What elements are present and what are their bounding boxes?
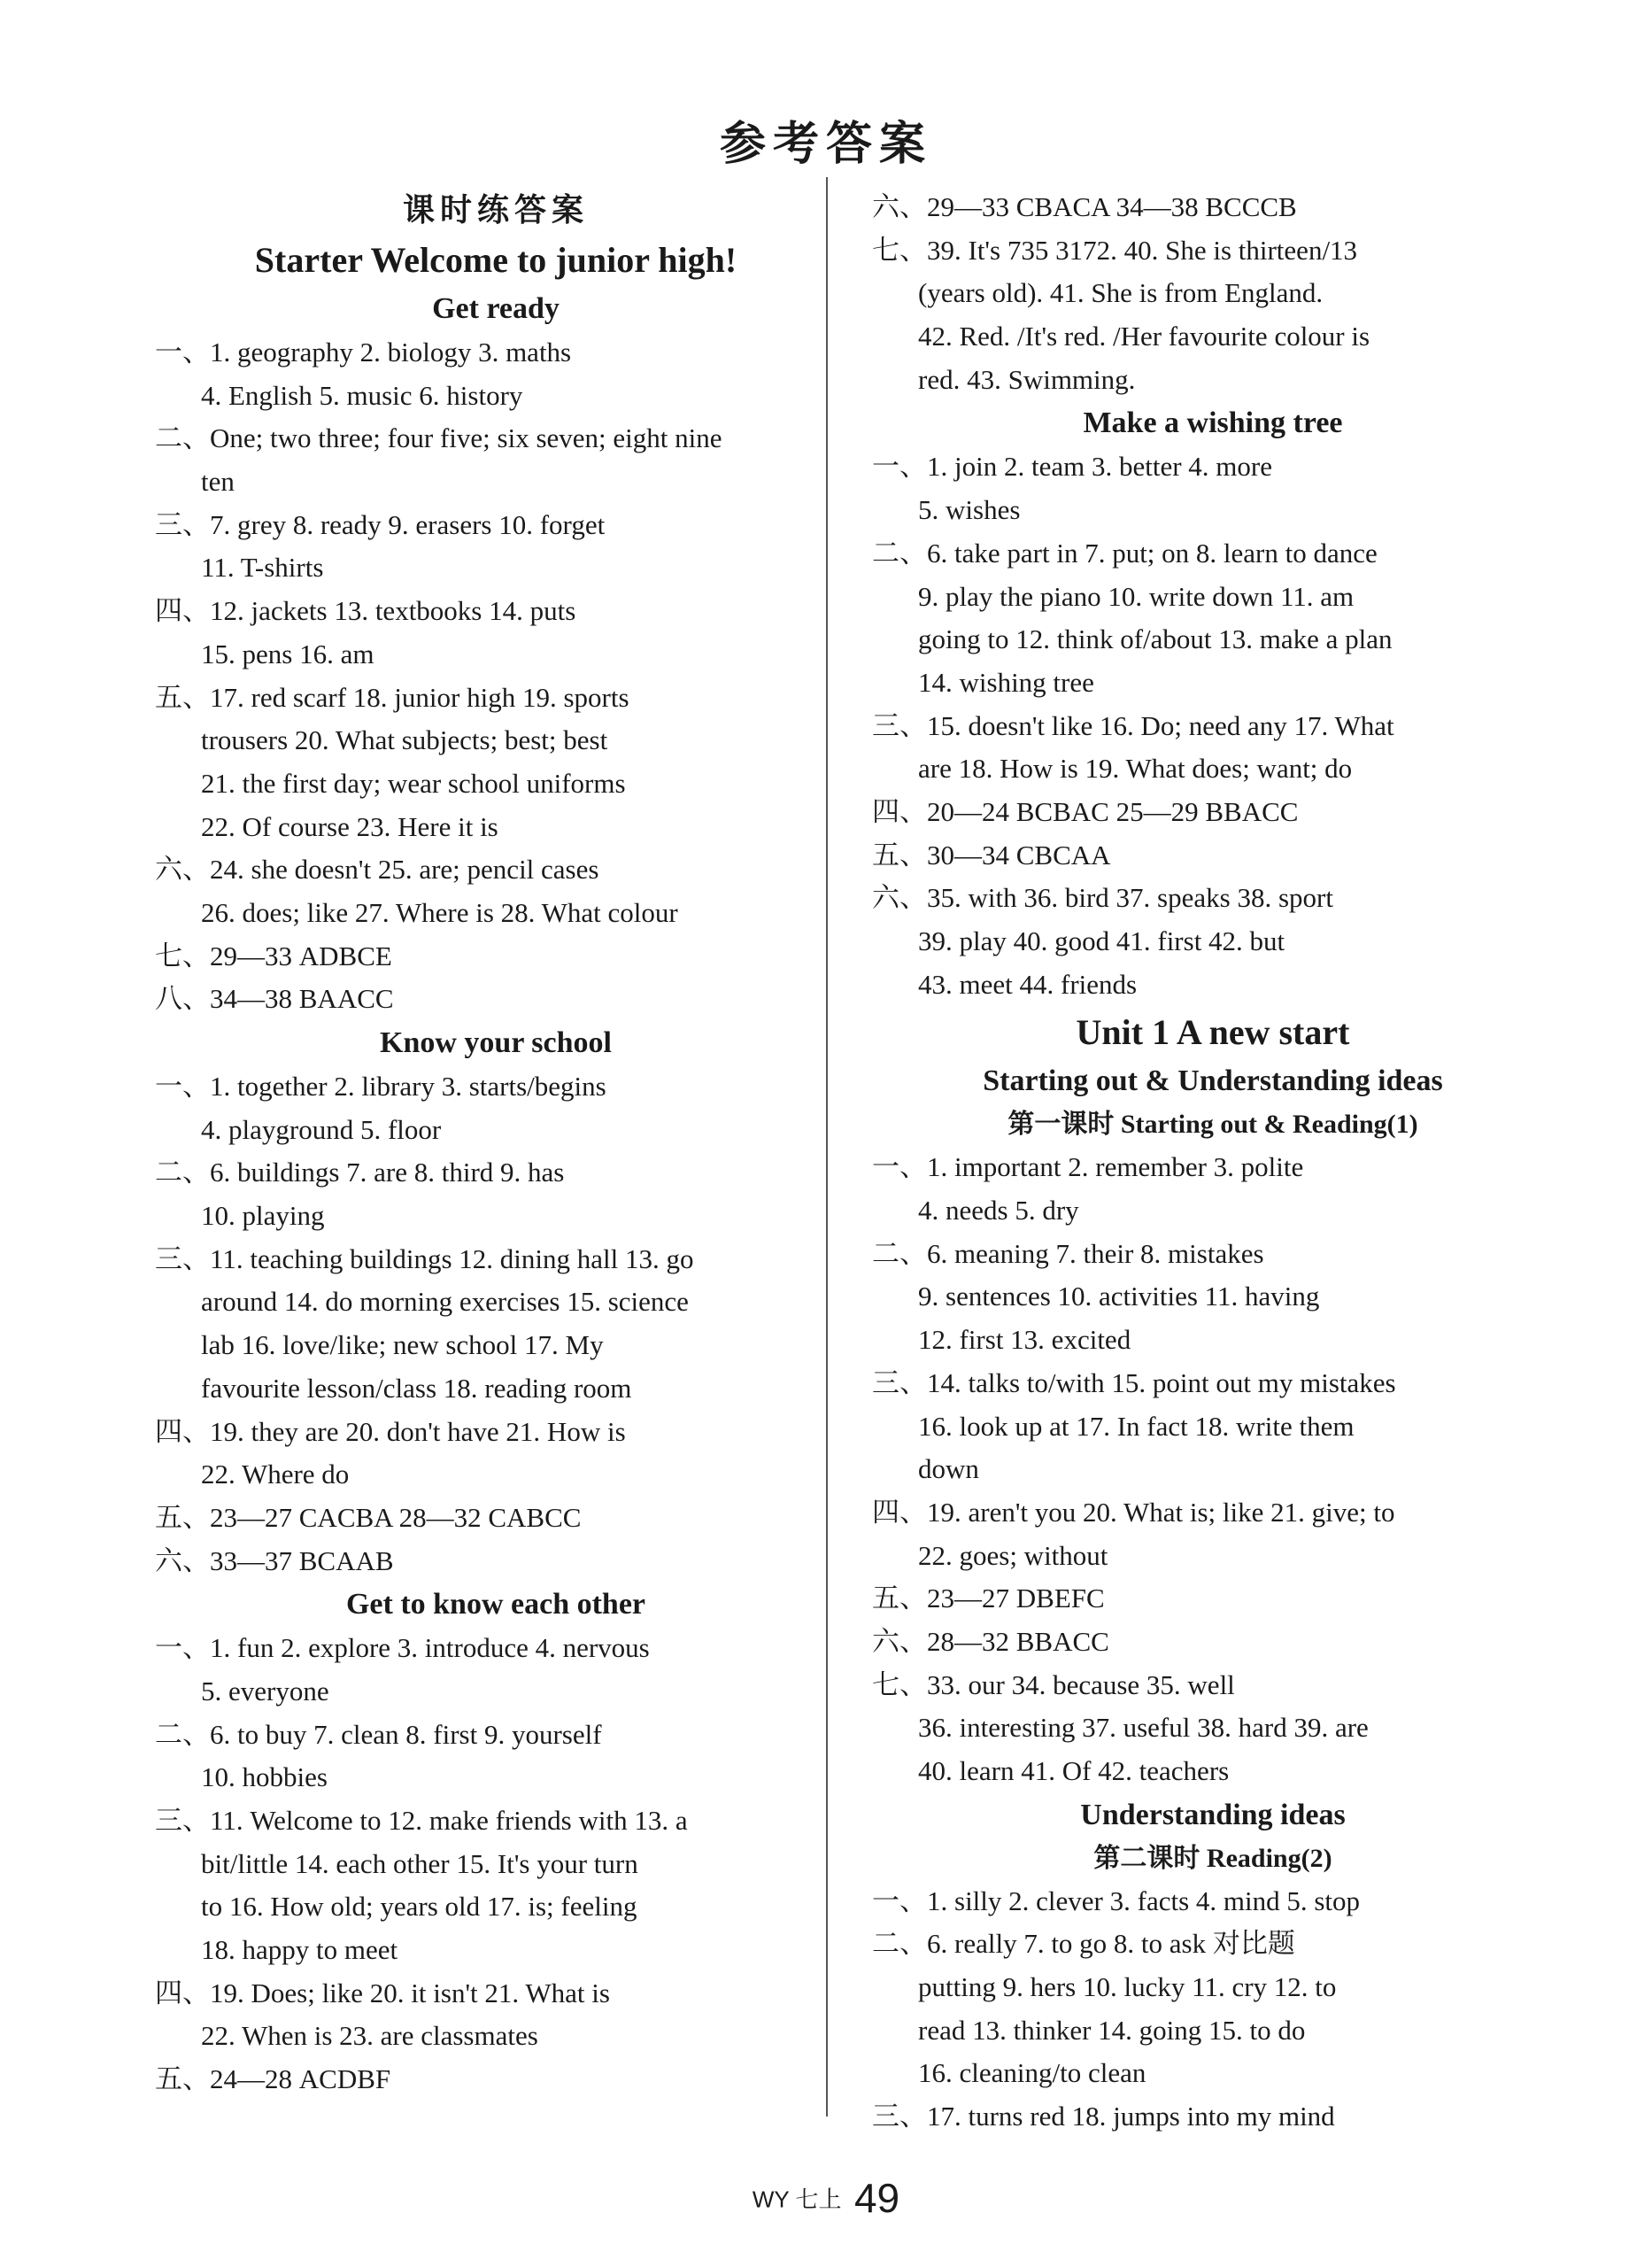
lesson-title: Make a wishing tree xyxy=(1083,406,1343,440)
answer-line: red. 43. Swimming. xyxy=(918,363,1136,395)
answer-line: 四、19. Does; like 20. it isn't 21. What is xyxy=(155,1977,610,2008)
answer-line: 四、12. jackets 13. textbooks 14. puts xyxy=(155,595,576,627)
answer-line: 18. happy to meet xyxy=(201,1934,398,1966)
answer-line: 12. first 13. excited xyxy=(918,1324,1131,1356)
lesson-title: Starting out & Understanding ideas xyxy=(983,1064,1443,1098)
answer-line: 一、1. important 2. remember 3. polite xyxy=(872,1151,1304,1183)
answer-line: 4. English 5. music 6. history xyxy=(201,379,523,411)
answer-line: 一、1. together 2. library 3. starts/begins xyxy=(155,1071,606,1102)
answer-line: 一、1. fun 2. explore 3. introduce 4. nervous xyxy=(155,1632,650,1664)
answer-line: 39. play 40. good 41. first 42. but xyxy=(918,925,1285,956)
right-column xyxy=(872,186,1554,2139)
answer-line: 10. playing xyxy=(201,1200,325,1232)
answer-line: 四、20—24 BCBAC 25—29 BBACC xyxy=(872,795,1299,827)
answer-line: 14. wishing tree xyxy=(918,666,1094,698)
answer-line: 六、24. she doesn't 25. are; pencil cases xyxy=(155,854,599,886)
answer-line: 一、1. silly 2. clever 3. facts 4. mind 5. stop xyxy=(872,1884,1361,1916)
answer-line: 五、23—27 DBEFC xyxy=(872,1583,1105,1614)
answer-line: 16. look up at 17. In fact 18. write them xyxy=(918,1410,1355,1442)
answer-line: 五、24—28 ACDBF xyxy=(155,2063,391,2095)
answer-line: 22. goes; without xyxy=(918,1539,1108,1571)
sub-title: 第一课时 Starting out & Reading(1) xyxy=(1007,1110,1418,1140)
answer-line: 三、11. teaching buildings 12. dining hall 13. go xyxy=(155,1242,694,1274)
answer-line: 10. hobbies xyxy=(201,1761,328,1793)
answer-line: trousers 20. What subjects; best; best xyxy=(201,724,608,756)
answer-line: 40. learn 41. Of 42. teachers xyxy=(918,1755,1230,1786)
answer-line: 二、6. to buy 7. clean 8. first 9. yourself xyxy=(155,1718,602,1750)
answer-line: down xyxy=(918,1453,979,1485)
answer-line: 三、7. grey 8. ready 9. erasers 10. forget xyxy=(155,508,606,540)
unit-title: Unit 1 A new start xyxy=(1076,1012,1350,1053)
answer-line: 5. everyone xyxy=(201,1675,329,1706)
answer-line: 二、6. buildings 7. are 8. third 9. has xyxy=(155,1157,565,1188)
unit-title: Starter Welcome to junior high! xyxy=(254,240,737,280)
answer-line: 二、One; two three; four five; six seven; eight nine xyxy=(155,422,722,454)
answer-line: 二、6. meaning 7. their 8. mistakes xyxy=(872,1237,1264,1269)
answer-line: 八、34—38 BAACC xyxy=(155,983,394,1015)
answer-line: read 13. thinker 14. going 15. to do xyxy=(918,2014,1306,2046)
answer-line: 五、17. red scarf 18. junior high 19. sports xyxy=(155,681,629,713)
answer-line: 七、29—33 ADBCE xyxy=(155,940,392,971)
answer-line: are 18. How is 19. What does; want; do xyxy=(918,753,1353,785)
answer-line: favourite lesson/class 18. reading room xyxy=(201,1372,632,1404)
answer-line: 26. does; like 27. Where is 28. What colour xyxy=(201,896,678,928)
answer-line: 五、30—34 CBCAA xyxy=(872,839,1111,871)
answer-line: 六、29—33 CBACA 34—38 BCCCB xyxy=(872,191,1297,222)
answer-line: 六、35. with 36. bird 37. speaks 38. sport xyxy=(872,882,1333,914)
lesson-title: Know your school xyxy=(380,1026,612,1059)
answer-line: ten xyxy=(201,466,235,498)
page-number: 49 xyxy=(853,2175,900,2221)
answer-line: lab 16. love/like; new school 17. My xyxy=(201,1329,604,1361)
answer-line: 15. pens 16. am xyxy=(201,638,374,669)
answer-line: 9. sentences 10. activities 11. having xyxy=(918,1281,1320,1312)
left-column xyxy=(155,186,837,2101)
answer-line: 36. interesting 37. useful 38. hard 39. are xyxy=(918,1712,1369,1744)
answer-line: around 14. do morning exercises 15. science xyxy=(201,1286,689,1318)
answer-line: 一、1. geography 2. biology 3. maths xyxy=(155,337,572,368)
answer-line: 二、6. take part in 7. put; on 8. learn to dance xyxy=(872,537,1378,569)
answer-line: 六、28—32 BBACC xyxy=(872,1625,1109,1657)
sub-title: 第二课时 Reading(2) xyxy=(1093,1843,1332,1873)
answer-line: 三、15. doesn't like 16. Do; need any 17. What xyxy=(872,709,1394,741)
page-title: 参考答案 xyxy=(719,118,932,171)
answer-line: 三、11. Welcome to 12. make friends with 13. a xyxy=(155,1805,688,1836)
answer-line: 9. play the piano 10. write down 11. am xyxy=(918,580,1355,612)
lesson-title: Get to know each other xyxy=(345,1588,646,1621)
answer-line: putting 9. hers 10. lucky 11. cry 12. to xyxy=(918,1971,1337,2003)
answer-line: 5. wishes xyxy=(918,494,1021,526)
lesson-title: Understanding ideas xyxy=(1080,1798,1346,1831)
answer-line: 4. playground 5. floor xyxy=(201,1113,442,1145)
answer-line: 一、1. join 2. team 3. better 4. more xyxy=(872,451,1272,483)
answer-line: 六、33—37 BCAAB xyxy=(155,1544,394,1576)
answer-line: 五、23—27 CACBA 28—32 CABCC xyxy=(155,1501,582,1533)
answer-line: 16. cleaning/to clean xyxy=(918,2057,1146,2089)
answer-line: 43. meet 44. friends xyxy=(918,968,1138,1000)
page-footer xyxy=(0,2174,1652,2222)
answer-line: 4. needs 5. dry xyxy=(918,1195,1079,1227)
answer-line: 11. T-shirts xyxy=(201,552,324,584)
answer-line: 22. Where do xyxy=(201,1459,350,1490)
answer-line: 七、39. It's 735 3172. 40. She is thirteen/13 xyxy=(872,234,1358,266)
answer-line: (years old). 41. She is from England. xyxy=(918,277,1324,309)
answer-line: 二、6. really 7. to go 8. to ask 对比题 xyxy=(872,1928,1295,1960)
answer-line: 21. the first day; wear school uniforms xyxy=(201,767,626,799)
answer-line: 七、33. our 34. because 35. well xyxy=(872,1668,1235,1700)
answer-line: 四、19. they are 20. don't have 21. How is xyxy=(155,1415,626,1447)
answer-line: 42. Red. /It's red. /Her favourite colour is xyxy=(918,321,1370,352)
lesson-title: Get ready xyxy=(432,292,560,325)
answer-line: 22. When is 23. are classmates xyxy=(201,2020,538,2052)
answer-line: 三、17. turns red 18. jumps into my mind xyxy=(872,2101,1335,2132)
book-code: WY 七上 xyxy=(752,2186,842,2213)
answer-line: bit/little 14. each other 15. It's your turn xyxy=(201,1847,638,1879)
answer-line: 四、19. aren't you 20. What is; like 21. give; to xyxy=(872,1496,1395,1528)
answer-line: going to 12. think of/about 13. make a plan xyxy=(918,623,1393,655)
sec-cn: 课时练答案 xyxy=(402,191,589,228)
answer-line: to 16. How old; years old 17. is; feeling xyxy=(201,1891,637,1923)
answer-line: 22. Of course 23. Here it is xyxy=(201,810,498,842)
answer-line: 三、14. talks to/with 15. point out my mistakes xyxy=(872,1366,1396,1398)
